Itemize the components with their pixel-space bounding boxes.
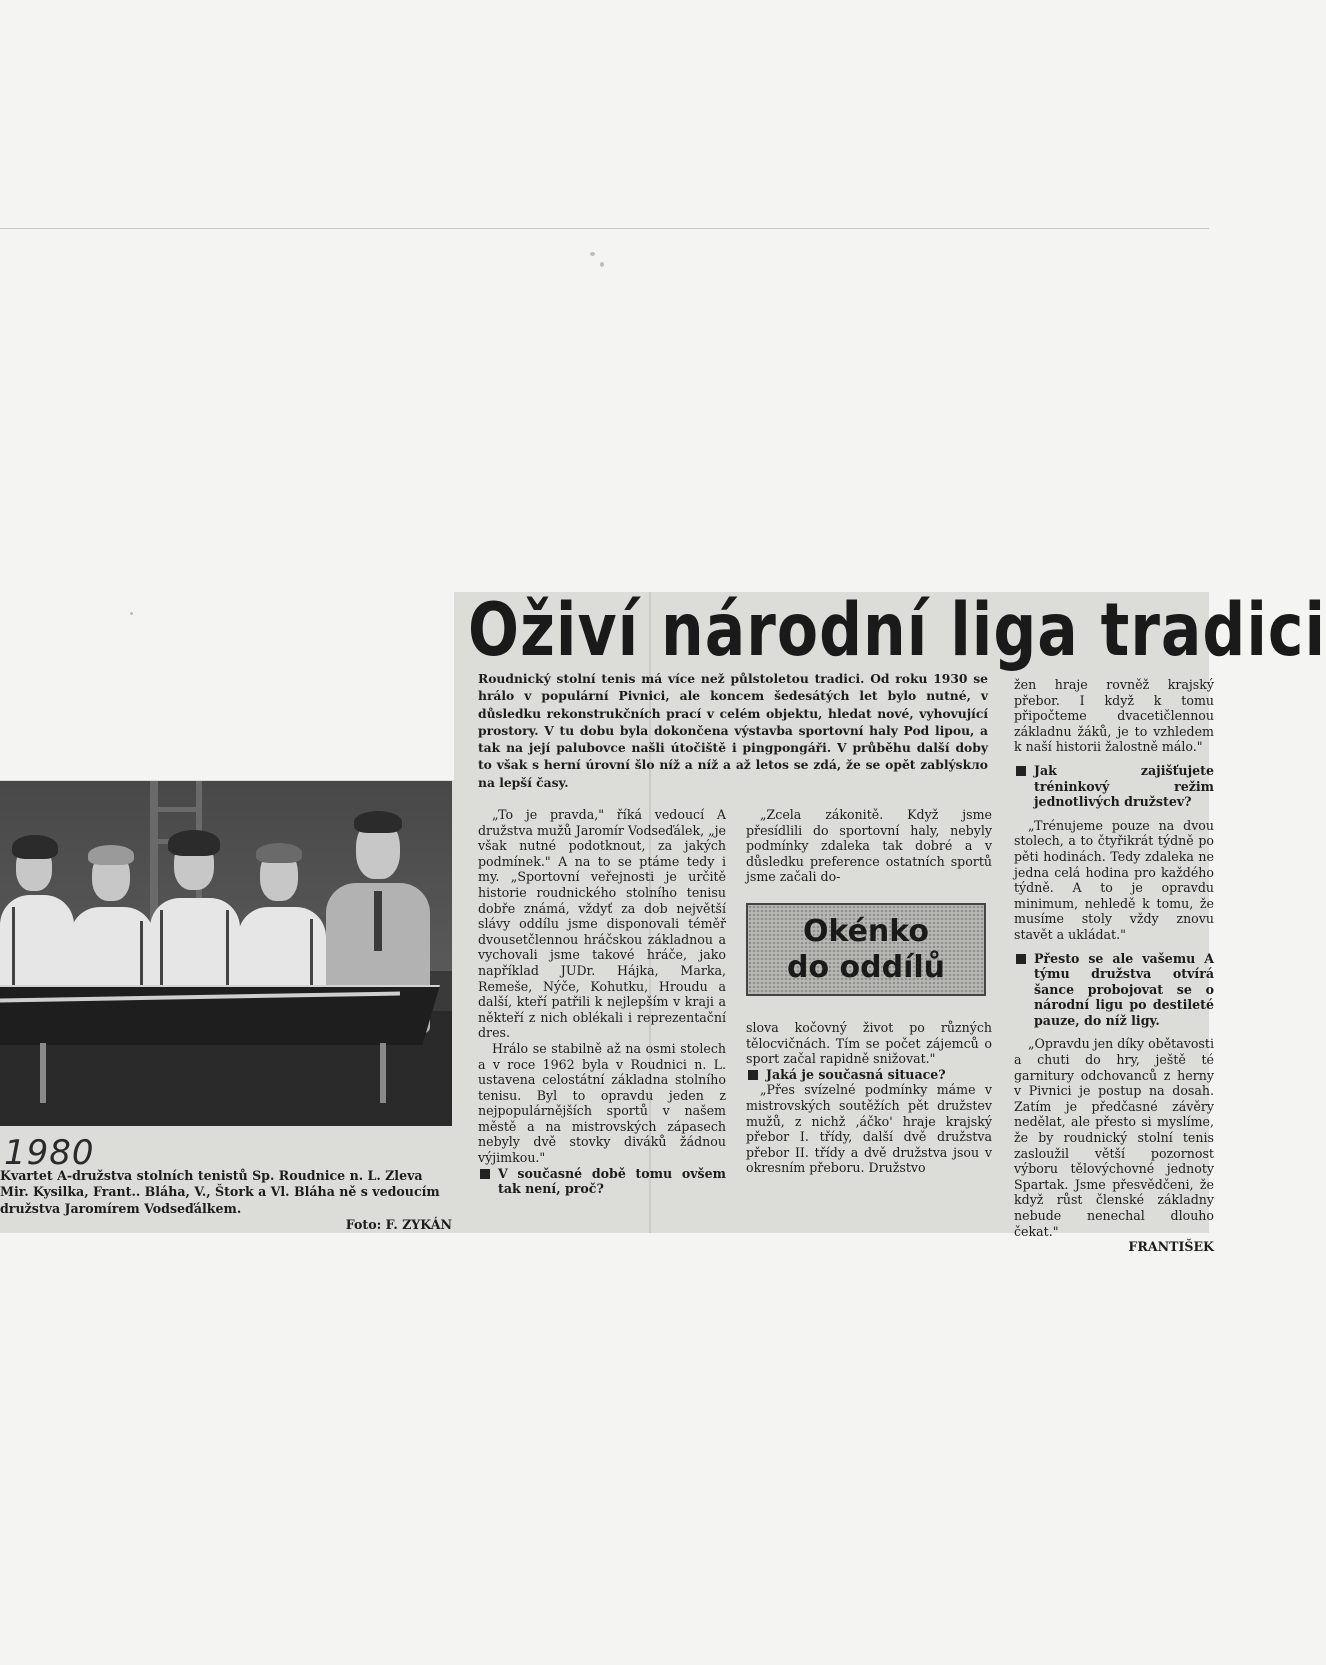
section-box-line: do oddílů xyxy=(786,950,945,985)
square-bullet-icon xyxy=(1016,766,1026,776)
scan-speck xyxy=(600,262,604,267)
article-headline: Oživí národní liga tradici xyxy=(468,588,1326,674)
paragraph: „Zcela zákonitě. Když jsme přesídlili do sportovní haly, nebyly podmínky zdaleka tak dobré a v důsledku preference ostatních sportů jsme začali do- xyxy=(746,807,992,885)
scan-speck xyxy=(590,252,595,256)
photo-caption xyxy=(0,1168,452,1234)
paragraph: „Přes svízelné podmínky máme v mistrovských soutěžích pět družstev mužů, z nichž ‚áčko' hraje krajský přebor I. třídy, další dvě družstva přebor II. třídy a dvě družstva jsou v okresním přeboru. Družstvo xyxy=(746,1082,992,1176)
interview-question: Přesto se ale vašemu A týmu družstva otvírá šance probojovat se o národní ligu po destileté pauze, do níž ligy. xyxy=(1014,951,1214,1029)
square-bullet-icon xyxy=(480,1169,490,1179)
section-box-line: Okénko xyxy=(802,914,930,949)
interview-question: Jak zajišťujete tréninkový režim jednotlivých družstev? xyxy=(1014,763,1214,810)
paragraph: žen hraje rovněž krajský přebor. I když k tomu připočteme dvacetičlennou základnu žáků, je to vzhledem k naší historii žalostně málo." xyxy=(1014,677,1214,755)
interview-question: Jaká je současná situace? xyxy=(746,1067,992,1083)
photo-credit: Foto: F. ZYKÁN xyxy=(345,1217,452,1233)
article-column-3 xyxy=(1014,677,1214,1255)
square-bullet-icon xyxy=(1016,954,1026,964)
scan-speck xyxy=(130,612,133,615)
paragraph: Hrálo se stabilně až na osmi stolech a v roce 1962 byla v Roudnici n. L. ustavena celostátní základna stolního tenisu. Byl to opravdu jeden z nejpopulárnějších sportů v našem městě a na mistrovských zápasech nebyly dvě stovky diváků žádnou výjimkou." xyxy=(478,1040,726,1166)
article-column-2 xyxy=(746,807,992,885)
caption-text: Kvartet A-družstva stolních tenistů Sp. Roudnice n. L. Zleva Mir. Kysilka, Frant.. Bláha, V., Štork a Vl. Bláha ně s vedoucím družstva Jaromírem Vodseďálkem. xyxy=(0,1168,440,1216)
section-box-okenko xyxy=(746,903,986,996)
article-column-1 xyxy=(478,807,726,1197)
article-column-2-continued xyxy=(746,1020,992,1176)
handwritten-year: 1980 xyxy=(4,1133,95,1173)
paragraph: „Trénujeme pouze na dvou stolech, a to čtyřikrát týdně po pěti hodinách. Tedy zdaleka ne jedna celá hodina pro každého týdně. A to je opravdu minimum, nehledě k tomu, že musíme stoly vždy znovu stavět a ukládat." xyxy=(1014,817,1214,942)
author-signature: FRANTIŠEK xyxy=(1128,1239,1214,1255)
article-lead: Roudnický stolní tenis má více než půlstoletou tradici. Od roku 1930 se hrálo v populární Pivnici, ale koncem šedesátých let bylo nutné, v důsledku rekonstrukčních prací v celém objektu, hledat nové, vyhovující prostory. V tu dobu byla dokončena výstavba sportovní haly Pod lipou, a tak na její palubovce našli útočiště i pingpongáři. V průběhu další doby to však s herní úrovní šlo níž a níž a až letos se zdá, že se opět zablýskло na lepší časy. xyxy=(478,671,988,790)
paragraph: „To je pravda," říká vedoucí A družstva mužů Jaromír Vodseďálek, „je však nutné podotknout, za jakých podmínek." A na to se ptáme tedy i my. „Sportovní veřejnosti je určitě historie roudnického stolního tenisu dobře známá, vždyť za dob největší slávy oddílu jsme disponovali téměř dvousetčlennou hráčskou základnou a vychovali jsme takové hráče, jako například JUDr. Hájka, Marka, Remeše, Nýče, Kohutku, Hroudu a další, kteří patřili k nejlepším v kraji a někteří z nich oblékali i reprezentační dres. xyxy=(478,807,727,1041)
paragraph: slova kočovný život po různých tělocvičnách. Tím se počet zájemců o sport začal rapidně snižovat." xyxy=(746,1020,992,1067)
paragraph: „Opravdu jen díky obětavosti a chuti do hry, ještě té garnitury odchovanců z herny v Pivnici je postup na dosah. Zatím je předčasné závěry nedělat, ale přesto si myslíme, že by roudnický stolní tenis zasloužil větší pozornost výboru tělovýchovné jednoty Spartak. Jsme přesvědčeni, že když růst členské základny nebude nenechal dlouho čekat." xyxy=(1014,1036,1214,1239)
interview-question: V současné době tomu ovšem tak není, proč? xyxy=(478,1166,726,1197)
scan-edge-line xyxy=(0,228,1209,229)
square-bullet-icon xyxy=(748,1070,758,1080)
team-photo xyxy=(0,781,452,1126)
